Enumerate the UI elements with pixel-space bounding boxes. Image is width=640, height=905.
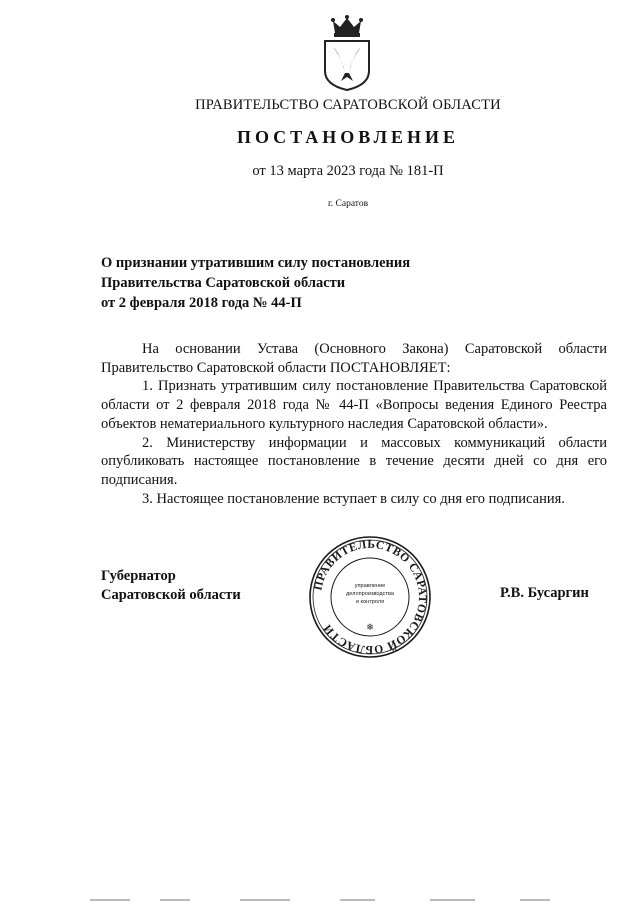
stamp-outer-text: ПРАВИТЕЛЬСТВО САРАТОВСКОЙ ОБЛАСТИ xyxy=(312,538,429,656)
preamble-paragraph: На основании Устава (Основного Закона) Саратовской области Правительство Саратовской области ПОСТАНОВЛЯЕТ: xyxy=(101,341,607,376)
signer-title-line: Губернатор xyxy=(101,568,176,584)
footer-scan-marks xyxy=(70,893,590,903)
government-name: ПРАВИТЕЛЬСТВО САРАТОВСКОЙ ОБЛАСТИ xyxy=(195,97,501,113)
official-stamp xyxy=(308,535,432,659)
stamp-line-1: управление xyxy=(354,583,386,589)
subject-line: О признании утратившим силу постановления xyxy=(101,255,411,271)
document-date-number: от 13 марта 2023 года № 181-П xyxy=(252,163,444,179)
subject-line: от 2 февраля 2018 года № 44-П xyxy=(101,295,302,311)
item-paragraph-2: 2. Министерству информации и массовых коммуникаций области опубликовать настоящее постановление в течение десяти дней со дня его подписания. xyxy=(101,434,607,488)
subject-line: Правительства Саратовской области xyxy=(101,275,346,291)
item-paragraph-3: 3. Настоящее постановление вступает в силу со дня его подписания. xyxy=(142,490,565,507)
document-type: ПОСТАНОВЛЕНИЕ xyxy=(236,127,460,147)
document-subject xyxy=(101,253,521,313)
signer-name: Р.В. Бусаргин xyxy=(500,585,589,601)
stamp-line-2: делопроизводства xyxy=(345,591,395,597)
item-paragraph-1: 1. Признать утратившим силу постановление Правительства Саратовской области от 2 февраля 2018 года № 44-П «Вопросы ведения Единого Реестра объектов нематериального культурного наследия Саратовской области». xyxy=(101,378,607,432)
document-body xyxy=(101,340,607,508)
stamp-line-3: и контроля xyxy=(355,599,385,605)
signer-title xyxy=(101,567,301,605)
snowflake-icon: ❄ xyxy=(366,623,374,633)
saratov-coat-of-arms-icon xyxy=(321,15,373,91)
signer-title-line: Саратовской области xyxy=(101,587,241,603)
document-city: г. Саратов xyxy=(327,199,369,209)
